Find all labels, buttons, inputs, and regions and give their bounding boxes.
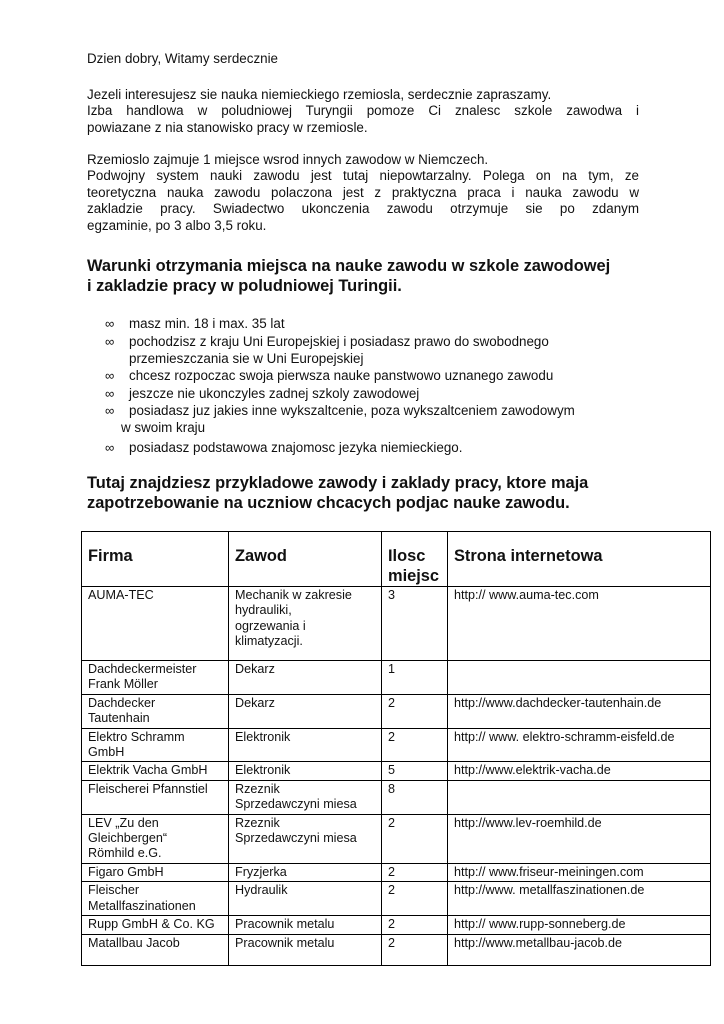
cell-zawod: Elektronik — [229, 728, 382, 762]
greeting: Dzien dobry, Witamy serdecznie — [87, 51, 279, 66]
intro-p2-line-3: teoretyczna nauka zawodu polaczona jest z praktyczna praca i nauka zawodu w — [87, 184, 639, 200]
cell-strona[interactable]: http://www.dachdecker-tautenhain.de — [448, 694, 711, 728]
cell-firma: Matallbau Jacob — [82, 934, 229, 965]
infinity-bullet-icon: ∞ — [105, 368, 115, 383]
cell-firma: Elektro Schramm GmbH — [82, 728, 229, 762]
cell-zawod: Hydraulik — [229, 882, 382, 916]
cell-strona[interactable] — [448, 780, 711, 814]
table-row — [82, 694, 711, 728]
cell-zawod: Fryzjerka — [229, 863, 382, 881]
cell-ilosc: 2 — [382, 728, 448, 762]
companies-table — [81, 531, 711, 966]
cell-ilosc: 2 — [382, 934, 448, 965]
table-row — [82, 587, 711, 661]
table-row — [82, 916, 711, 934]
table-row — [82, 814, 711, 863]
cell-strona[interactable] — [448, 661, 711, 695]
list-item: ∞ posiadasz podstawowa znajomosc jezyka niemieckiego. — [105, 440, 463, 455]
cell-strona[interactable]: http://www.elektrik-vacha.de — [448, 762, 711, 780]
cell-strona[interactable]: http://www.lev-roemhild.de — [448, 814, 711, 863]
table-row — [82, 882, 711, 916]
cell-ilosc: 2 — [382, 916, 448, 934]
cell-strona[interactable]: http://www.metallbau-jacob.de — [448, 934, 711, 965]
cell-ilosc: 3 — [382, 587, 448, 661]
table-header-row — [82, 532, 711, 587]
intro-p2-line-1: Rzemioslo zajmuje 1 miejsce wsrod innych zawodow w Niemczech. — [87, 152, 489, 167]
cell-zawod: Rzeznik Sprzedawczyni miesa — [229, 814, 382, 863]
header-firma: Firma — [82, 532, 229, 587]
table-row — [82, 762, 711, 780]
companies-heading — [87, 473, 647, 513]
infinity-bullet-icon: ∞ — [105, 440, 115, 455]
cell-zawod: Pracownik metalu — [229, 934, 382, 965]
list-item: ∞ posiadasz juz jakies inne wykszaltcenie, poza wykszaltceniem zawodowym w swoim kraju — [105, 403, 575, 435]
infinity-bullet-icon: ∞ — [105, 316, 115, 331]
companies-heading-line-2: zapotrzebowanie na uczniow chcacych podjac nauke zawodu. — [87, 494, 570, 512]
cell-zawod: Pracownik metalu — [229, 916, 382, 934]
infinity-bullet-icon: ∞ — [105, 403, 115, 418]
infinity-bullet-icon: ∞ — [105, 385, 115, 401]
table-row — [82, 934, 711, 965]
table-row — [82, 780, 711, 814]
cell-zawod: Dekarz — [229, 694, 382, 728]
intro-paragraph-2 — [87, 152, 639, 234]
cell-zawod: Elektronik — [229, 762, 382, 780]
cell-strona[interactable]: http://www. metallfaszinationen.de — [448, 882, 711, 916]
intro-p2-line-2: Podwojny system nauki zawodu jest tutaj niepowtarzalny. Polega on na tym, ze — [87, 168, 639, 184]
requirements-heading-line-1: Warunki otrzymania miejsca na nauke zawodu w szkole zawodowej — [87, 257, 611, 275]
requirements-heading-line-2: i zakladzie pracy w poludniowej Turingii. — [87, 277, 402, 295]
intro-p1-line-3: powiazane z nia stanowisko pracy w rzemiosle. — [87, 119, 368, 135]
cell-strona[interactable]: http:// www.friseur-meiningen.com — [448, 863, 711, 881]
cell-ilosc: 5 — [382, 762, 448, 780]
list-item: ∞ jeszcze nie ukonczyles zadnej szkoly zawodowej — [105, 385, 420, 401]
cell-firma: Dachdeckermeister Frank Möller — [82, 661, 229, 695]
cell-ilosc: 2 — [382, 814, 448, 863]
table-row — [82, 728, 711, 762]
intro-p1-line-2: Izba handlowa w poludniowej Turyngii pomoze Ci znalesc szkole zawodwa i — [87, 103, 639, 119]
cell-ilosc: 8 — [382, 780, 448, 814]
cell-firma: Rupp GmbH & Co. KG — [82, 916, 229, 934]
cell-zawod: Rzeznik Sprzedawczyni miesa — [229, 780, 382, 814]
cell-strona[interactable]: http:// www.auma-tec.com — [448, 587, 711, 661]
cell-firma: Fleischerei Pfannstiel — [82, 780, 229, 814]
table-row — [82, 661, 711, 695]
infinity-bullet-icon: ∞ — [105, 333, 115, 349]
companies-heading-line-1: Tutaj znajdziesz przykladowe zawody i zaklady pracy, ktore maja — [87, 474, 589, 492]
intro-paragraph-1 — [87, 87, 639, 136]
intro-p1-line-1: Jezeli interesujesz sie nauka niemieckiego rzemiosla, serdecznie zapraszamy. — [87, 87, 552, 102]
cell-firma: Elektrik Vacha GmbH — [82, 762, 229, 780]
table-body — [82, 587, 711, 966]
requirements-heading — [87, 256, 647, 296]
cell-strona[interactable]: http:// www.rupp-sonneberg.de — [448, 916, 711, 934]
table-row — [82, 863, 711, 881]
list-item: ∞ pochodzisz z kraju Uni Europejskiej i posiadasz prawo do swobodnego przemieszczania sie w Uni Europejskiej — [105, 333, 549, 366]
cell-firma: AUMA-TEC — [82, 587, 229, 661]
cell-firma: Figaro GmbH — [82, 863, 229, 881]
cell-ilosc: 1 — [382, 661, 448, 695]
header-strona: Strona internetowa — [448, 532, 711, 587]
list-item: ∞ chcesz rozpoczac swoja pierwsza nauke panstwowo uznanego zawodu — [105, 368, 554, 383]
cell-ilosc: 2 — [382, 694, 448, 728]
cell-zawod: Mechanik w zakresie hydrauliki, ogrzewania i klimatyzacji. — [229, 587, 382, 661]
intro-p2-line-5: egzaminie, po 3 albo 3,5 roku. — [87, 217, 267, 233]
cell-firma: LEV „Zu den Gleichbergen“ Römhild e.G. — [82, 814, 229, 863]
header-ilosc: Ilosc miejsc — [382, 532, 448, 587]
cell-strona[interactable]: http:// www. elektro-schramm-eisfeld.de — [448, 728, 711, 762]
cell-zawod: Dekarz — [229, 661, 382, 695]
intro-p2-line-4: zakladzie pracy. Swiadectwo ukonczenia zawodu otrzymuje sie po zdanym — [87, 201, 639, 217]
cell-ilosc: 2 — [382, 882, 448, 916]
cell-firma: Dachdecker Tautenhain — [82, 694, 229, 728]
cell-ilosc: 2 — [382, 863, 448, 881]
list-item: ∞ masz min. 18 i max. 35 lat — [105, 316, 285, 331]
cell-firma: Fleischer Metallfaszinationen — [82, 882, 229, 916]
header-zawod: Zawod — [229, 532, 382, 587]
requirements-list — [105, 315, 635, 457]
